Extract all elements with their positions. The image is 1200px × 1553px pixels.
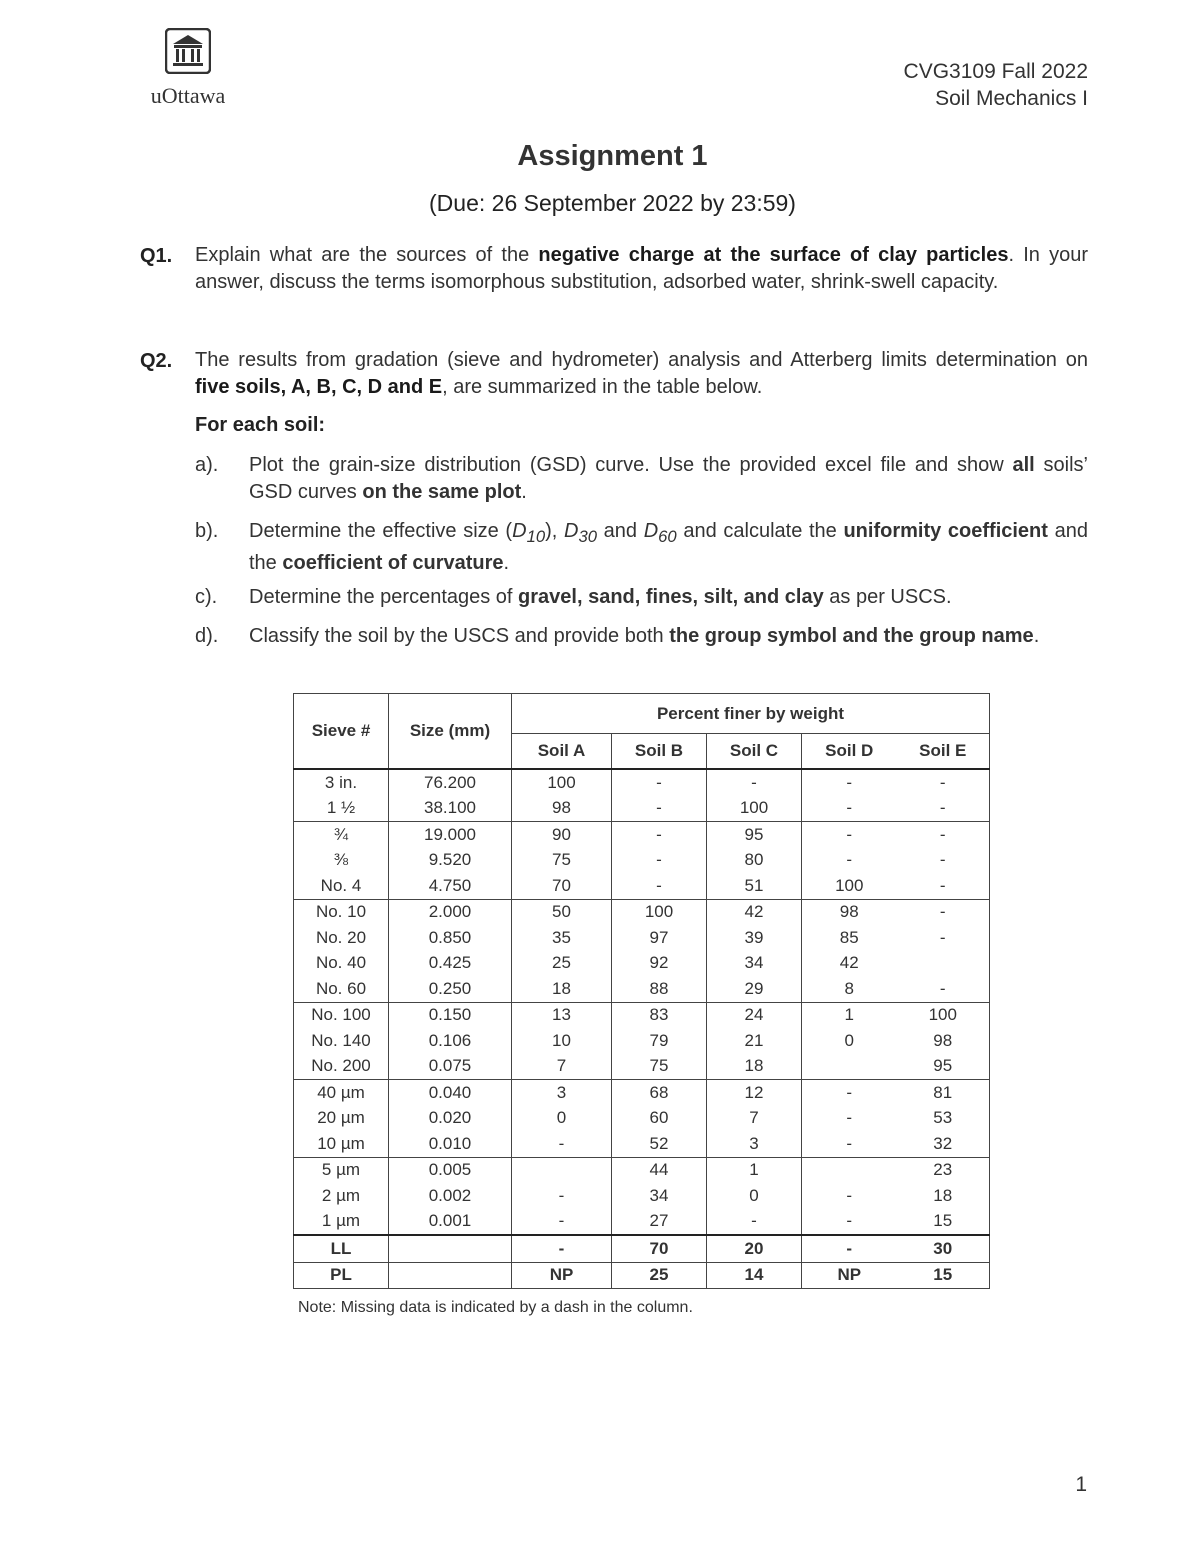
- table-cell: -: [707, 769, 802, 796]
- table-cell: 40 µm: [294, 1080, 389, 1106]
- table-cell: -: [897, 899, 990, 925]
- table-cell: 9.520: [389, 848, 512, 874]
- table-cell: -: [612, 796, 707, 822]
- table-cell: 70: [612, 1235, 707, 1262]
- gradation-table: [293, 693, 990, 1289]
- table-cell: 20: [707, 1235, 802, 1262]
- table-cell: [389, 1262, 512, 1289]
- table-cell: 0.010: [389, 1131, 512, 1157]
- table-cell: -: [897, 873, 990, 899]
- table-cell: -: [802, 848, 897, 874]
- table-cell: 25: [512, 951, 612, 977]
- table-cell: -: [802, 1209, 897, 1236]
- part-b-text: Determine the effective size $(D_{10})$, $D_{30}$ and $D_{60}$ and calculate the uniformity coefficient and the coefficient of curvature.: [249, 520, 1088, 574]
- table-cell: 83: [612, 1002, 707, 1028]
- table-cell: 0.850: [389, 925, 512, 951]
- table-cell: -: [612, 848, 707, 874]
- table-cell: 21: [707, 1028, 802, 1054]
- table-cell: 42: [707, 899, 802, 925]
- table-row: [294, 796, 990, 822]
- table-cell: No. 40: [294, 951, 389, 977]
- table-row: [294, 1183, 990, 1209]
- table-cell: [897, 951, 990, 977]
- table-cell: 85: [802, 925, 897, 951]
- table-row: [294, 925, 990, 951]
- table-cell: 98: [802, 899, 897, 925]
- table-row: [294, 1080, 990, 1106]
- table-cell: 95: [897, 1054, 990, 1080]
- table-cell: 2.000: [389, 899, 512, 925]
- table-cell: [802, 1054, 897, 1080]
- table-cell: -: [897, 925, 990, 951]
- table-cell: 1 µm: [294, 1209, 389, 1236]
- table-cell: 3: [707, 1131, 802, 1157]
- part-b-letter: b).: [195, 520, 219, 542]
- due-date: (Due: 26 September 2022 by 23:59): [429, 190, 796, 216]
- table-cell: 10: [512, 1028, 612, 1054]
- table-cell: 29: [707, 976, 802, 1002]
- header-soil-e: Soil E: [897, 734, 990, 770]
- course-code: CVG3109 Fall 2022: [903, 60, 1088, 83]
- table-cell: 35: [512, 925, 612, 951]
- table-cell: 44: [612, 1157, 707, 1183]
- table-cell: -: [512, 1131, 612, 1157]
- table-row: [294, 1235, 990, 1262]
- table-cell: 100: [707, 796, 802, 822]
- table-cell: 88: [612, 976, 707, 1002]
- table-cell: 2 µm: [294, 1183, 389, 1209]
- part-c-letter: c).: [195, 586, 218, 608]
- q1-number: Q1.: [140, 245, 173, 267]
- table-cell: No. 4: [294, 873, 389, 899]
- table-cell: 100: [612, 899, 707, 925]
- page-number: 1: [1075, 1473, 1087, 1496]
- table-cell: [389, 1235, 512, 1262]
- table-cell: No. 140: [294, 1028, 389, 1054]
- table-cell: 0.150: [389, 1002, 512, 1028]
- table-cell: 0.020: [389, 1106, 512, 1132]
- table-cell: 50: [512, 899, 612, 925]
- table-cell: ¾: [294, 822, 389, 848]
- table-cell: 3 in.: [294, 769, 389, 796]
- table-cell: No. 10: [294, 899, 389, 925]
- table-cell: 81: [897, 1080, 990, 1106]
- table-cell: 100: [897, 1002, 990, 1028]
- header-soil-b: Soil B: [612, 734, 707, 770]
- table-cell: 92: [612, 951, 707, 977]
- table-cell: [802, 1157, 897, 1183]
- header-size: Size (mm): [389, 694, 512, 770]
- table-cell: -: [897, 822, 990, 848]
- table-cell: 79: [612, 1028, 707, 1054]
- table-cell: 18: [707, 1054, 802, 1080]
- table-cell: 7: [512, 1054, 612, 1080]
- table-cell: 30: [897, 1235, 990, 1262]
- table-cell: 52: [612, 1131, 707, 1157]
- table-cell: NP: [802, 1262, 897, 1289]
- header-sieve: Sieve #: [294, 694, 389, 770]
- table-cell: 5 µm: [294, 1157, 389, 1183]
- table-cell: 75: [612, 1054, 707, 1080]
- table-cell: 0.040: [389, 1080, 512, 1106]
- table-cell: -: [897, 796, 990, 822]
- table-row: [294, 1131, 990, 1157]
- table-cell: 10 µm: [294, 1131, 389, 1157]
- table-cell: 1 ½: [294, 796, 389, 822]
- table-cell: 100: [512, 769, 612, 796]
- header-percent-finer: Percent finer by weight: [512, 694, 990, 734]
- table-cell: -: [802, 1131, 897, 1157]
- table-cell: No. 100: [294, 1002, 389, 1028]
- table-cell: No. 20: [294, 925, 389, 951]
- table-cell: No. 60: [294, 976, 389, 1002]
- table-cell: 38.100: [389, 796, 512, 822]
- table-cell: NP: [512, 1262, 612, 1289]
- table-cell: 75: [512, 848, 612, 874]
- for-each-heading: For each soil:: [195, 414, 326, 436]
- building-icon: [165, 28, 211, 74]
- course-name: Soil Mechanics I: [935, 87, 1088, 110]
- table-cell: 0.002: [389, 1183, 512, 1209]
- table-cell: 18: [512, 976, 612, 1002]
- table-cell: 90: [512, 822, 612, 848]
- table-cell: 98: [512, 796, 612, 822]
- table-cell: 0.001: [389, 1209, 512, 1236]
- table-cell: 0: [707, 1183, 802, 1209]
- table-cell: [512, 1157, 612, 1183]
- table-cell: 39: [707, 925, 802, 951]
- table-cell: -: [897, 848, 990, 874]
- course-info: [904, 58, 1088, 112]
- header-soil-a: Soil A: [512, 734, 612, 770]
- q1-text: Explain what are the sources of the negative charge at the surface of clay particles. In your answer, discuss the terms isomorphous substitution, adsorbed water, shrink-swell capacity.: [195, 244, 1088, 293]
- table-cell: 34: [612, 1183, 707, 1209]
- table-row: [294, 769, 990, 796]
- part-d-text: Classify the soil by the USCS and provide both the group symbol and the group name.: [249, 625, 1040, 647]
- table-row: [294, 1209, 990, 1236]
- q2-text: The results from gradation (sieve and hydrometer) analysis and Atterberg limits determination on five soils, A, B, C, D and E, are summarized in the table below.: [195, 349, 1088, 398]
- table-cell: 7: [707, 1106, 802, 1132]
- table-cell: -: [897, 769, 990, 796]
- table-row: [294, 899, 990, 925]
- table-cell: 12: [707, 1080, 802, 1106]
- table-row: [294, 873, 990, 899]
- table-cell: 0.075: [389, 1054, 512, 1080]
- table-cell: 15: [897, 1209, 990, 1236]
- table-cell: -: [512, 1183, 612, 1209]
- table-cell: 51: [707, 873, 802, 899]
- table-cell: -: [802, 1235, 897, 1262]
- table-cell: 68: [612, 1080, 707, 1106]
- table-cell: 0: [512, 1106, 612, 1132]
- table-cell: 0.425: [389, 951, 512, 977]
- table-note: Note: Missing data is indicated by a dash in the column.: [298, 1299, 693, 1316]
- table-cell: 0.106: [389, 1028, 512, 1054]
- table-cell: -: [802, 796, 897, 822]
- table-cell: PL: [294, 1262, 389, 1289]
- logo-text: uOttawa: [150, 83, 226, 108]
- table-cell: 98: [897, 1028, 990, 1054]
- table-cell: 60: [612, 1106, 707, 1132]
- part-d-letter: d).: [195, 625, 219, 647]
- table-cell: -: [802, 1106, 897, 1132]
- table-cell: 13: [512, 1002, 612, 1028]
- table-cell: 97: [612, 925, 707, 951]
- table-row: [294, 1262, 990, 1289]
- table-cell: 0.005: [389, 1157, 512, 1183]
- table-row: [294, 1157, 990, 1183]
- table-cell: -: [512, 1209, 612, 1236]
- table-cell: 100: [802, 873, 897, 899]
- table-cell: 1: [707, 1157, 802, 1183]
- table-cell: 53: [897, 1106, 990, 1132]
- table-cell: No. 200: [294, 1054, 389, 1080]
- table-cell: -: [707, 1209, 802, 1236]
- table-cell: 42: [802, 951, 897, 977]
- table-cell: -: [802, 1080, 897, 1106]
- table-row: [294, 1054, 990, 1080]
- table-cell: -: [612, 822, 707, 848]
- table-cell: ⅜: [294, 848, 389, 874]
- q2-number: Q2.: [140, 350, 173, 372]
- table-cell: 34: [707, 951, 802, 977]
- table-cell: 3: [512, 1080, 612, 1106]
- table-cell: 70: [512, 873, 612, 899]
- table-cell: -: [897, 976, 990, 1002]
- part-a-text: Plot the grain-size distribution (GSD) curve. Use the provided excel file and show all soils’ GSD curves on the same plot.: [249, 454, 1088, 503]
- table-cell: 8: [802, 976, 897, 1002]
- table-cell: 4.750: [389, 873, 512, 899]
- table-cell: 18: [897, 1183, 990, 1209]
- table-row: [294, 1106, 990, 1132]
- table-cell: 0.250: [389, 976, 512, 1002]
- table-cell: -: [802, 822, 897, 848]
- table-cell: -: [802, 769, 897, 796]
- table-row: [294, 976, 990, 1002]
- table-cell: 24: [707, 1002, 802, 1028]
- header-soil-c: Soil C: [707, 734, 802, 770]
- table-cell: -: [512, 1235, 612, 1262]
- table-cell: 27: [612, 1209, 707, 1236]
- table-cell: -: [802, 1183, 897, 1209]
- university-logo: [138, 28, 238, 109]
- table-cell: 19.000: [389, 822, 512, 848]
- table-cell: 80: [707, 848, 802, 874]
- table-cell: 32: [897, 1131, 990, 1157]
- table-row: [294, 951, 990, 977]
- table-cell: 95: [707, 822, 802, 848]
- table-row: [294, 1002, 990, 1028]
- table-row: [294, 1028, 990, 1054]
- part-a-letter: a).: [195, 454, 219, 476]
- table-cell: 0: [802, 1028, 897, 1054]
- table-cell: 14: [707, 1262, 802, 1289]
- table-cell: -: [612, 873, 707, 899]
- part-c-text: Determine the percentages of gravel, sand, fines, silt, and clay as per USCS.: [249, 586, 952, 608]
- table-cell: 25: [612, 1262, 707, 1289]
- table-cell: 23: [897, 1157, 990, 1183]
- page-title: Assignment 1: [517, 140, 708, 172]
- table-row: [294, 822, 990, 848]
- table-cell: -: [612, 769, 707, 796]
- table-cell: 15: [897, 1262, 990, 1289]
- header-soil-d: Soil D: [802, 734, 897, 770]
- table-cell: LL: [294, 1235, 389, 1262]
- table-row: [294, 848, 990, 874]
- table-cell: 20 µm: [294, 1106, 389, 1132]
- table-cell: 1: [802, 1002, 897, 1028]
- table-cell: 76.200: [389, 769, 512, 796]
